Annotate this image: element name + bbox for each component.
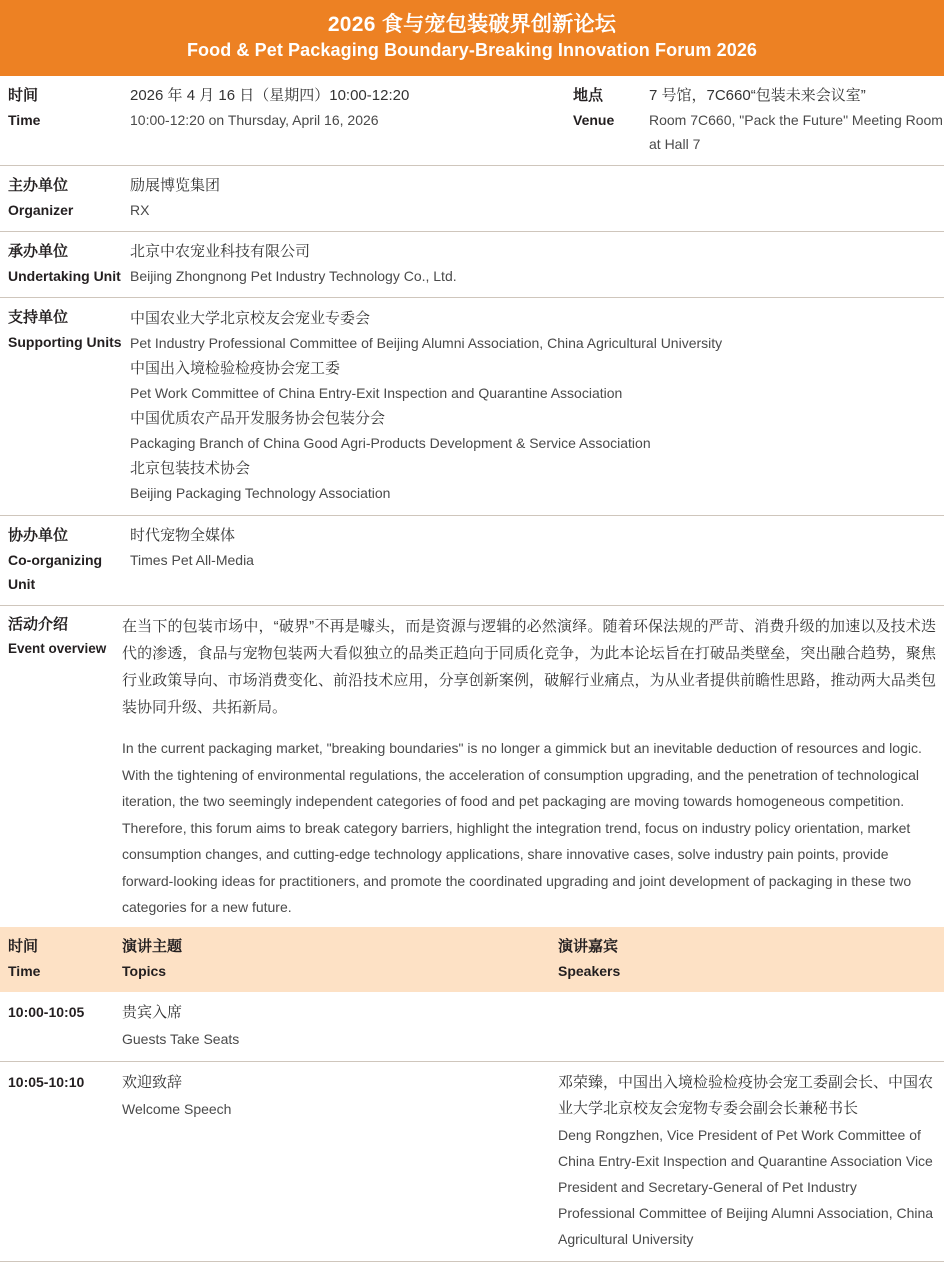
supporting-item-cn: 中国出入境检验检疫协会宠工委 (130, 360, 341, 377)
time-label-en: Time (8, 112, 41, 128)
undertaking-block (0, 240, 944, 288)
schedule-topic-en: Guests Take Seats (122, 1030, 240, 1047)
organizer-label-en: Organizer (8, 202, 74, 218)
coorganizing-block (0, 524, 944, 596)
schedule-topic-cn: 贵宾入席 (122, 1003, 183, 1021)
schedule-cell-speaker (558, 1070, 944, 1252)
time-label-cn: 时间 (8, 87, 39, 104)
time-value (130, 84, 565, 132)
table-row (0, 1062, 944, 1262)
venue-label (573, 84, 649, 132)
organizer-value-en: RX (130, 202, 150, 218)
info-row-coorganizing (0, 516, 944, 606)
schedule-header-topic-en: Topics (122, 962, 167, 979)
overview-text-en: In the current packaging market, "breaking boundaries" is no longer a gimmick but an inevitable deduction of resources and logic. With the tightening of environmental regulations, the acceleration of consumption upgrading, and the penetration of technological iteration, the two seemingly independent categories of food and pet packaging are moving towards homogeneous competition. Therefore, this forum aims to break category barriers, highlight the integration trend, focus on industry policy orientation, market consumption changes, and cutting-edge technology applications, share innovative cases, solve industry pain points, provide forward-looking ideas for practitioners, and promote the coordinated upgrading and joint development of packaging in these two categories for a new future. (122, 740, 922, 915)
schedule-topic-cn: 欢迎致辞 (122, 1073, 183, 1091)
schedule-speaker-en: Deng Rongzhen, Vice President of Pet Work Committee of China Entry-Exit Inspection and Quarantine Association Vice President and Secretary-General of Pet Industry Professional Committee of Beijing Alumni Association, China Agricultural University (558, 1126, 934, 1247)
overview-label (0, 613, 122, 921)
info-row-overview (0, 606, 944, 927)
venue-label-cn: 地点 (573, 87, 604, 104)
supporting-block (0, 306, 944, 506)
schedule-time-value: 10:05-10:10 (8, 1073, 85, 1090)
overview-label-en: Event overview (8, 641, 107, 656)
supporting-item-en: Beijing Packaging Technology Association (130, 485, 391, 501)
supporting-item-en: Pet Work Committee of China Entry-Exit Inspection and Quarantine Association (130, 385, 623, 401)
time-block (0, 84, 565, 132)
coorganizing-value-cn: 时代宠物全媒体 (130, 527, 236, 544)
overview-text-cn: 在当下的包装市场中，“破界”不再是噱头，而是资源与逻辑的必然演绎。随着环保法规的严苛、消费升级的加速以及技术迭代的渗透，食品与宠物包装两大看似独立的品类正趋向于同质化竞争，为此本论坛旨在打破品类壁垒，突出融合趋势，聚焦行业政策导向、市场消费变化、前沿技术应用，分享创新案例，破解行业痛点，为从业者提供前瞻性思路，推动两大品类包装协同升级、共拓新局。 (122, 618, 936, 716)
venue-value-en: Room 7C660, "Pack the Future" Meeting Room at Hall 7 (649, 112, 943, 152)
venue-label-en: Venue (573, 112, 615, 128)
table-row (0, 992, 944, 1062)
venue-block (565, 84, 944, 156)
info-row-time-venue (0, 76, 944, 166)
undertaking-label-en: Undertaking Unit (8, 268, 121, 284)
schedule-header-topic-cn: 演讲主题 (122, 937, 183, 955)
supporting-item-en: Packaging Branch of China Good Agri-Products Development & Service Association (130, 435, 651, 451)
supporting-item-cn: 北京包装技术协会 (130, 460, 251, 477)
schedule-header-speaker-cn: 演讲嘉宾 (558, 937, 619, 955)
overview-label-cn: 活动介绍 (8, 616, 69, 633)
schedule-header-speaker (558, 935, 944, 983)
supporting-label (8, 306, 130, 354)
coorganizing-value-en: Times Pet All-Media (130, 552, 254, 568)
schedule-table-header (0, 927, 944, 992)
organizer-block (0, 174, 944, 222)
organizer-value-cn: 励展博览集团 (130, 177, 221, 194)
banner-title-cn: 2026 食与宠包装破界创新论坛 (327, 13, 617, 36)
coorganizing-label-cn: 协办单位 (8, 527, 69, 544)
schedule-header-time (0, 935, 122, 983)
supporting-item-cn: 中国优质农产品开发服务协会包装分会 (130, 410, 386, 427)
coorganizing-value (130, 524, 944, 572)
info-row-organizer (0, 166, 944, 232)
undertaking-value (130, 240, 944, 288)
venue-value-cn: 7 号馆，7C660“包装未来会议室” (649, 87, 866, 104)
venue-value (649, 84, 944, 156)
supporting-value-list (130, 306, 944, 506)
supporting-item-cn: 中国农业大学北京校友会宠业专委会 (130, 310, 371, 327)
schedule-header-topic (122, 935, 558, 983)
organizer-label (8, 174, 130, 222)
organizer-label-cn: 主办单位 (8, 177, 69, 194)
schedule-topic-en: Welcome Speech (122, 1100, 232, 1117)
coorganizing-label-en: Co-organizing Unit (8, 552, 103, 592)
time-label (8, 84, 130, 132)
overview-body (122, 613, 944, 921)
banner-title-en: Food & Pet Packaging Boundary-Breaking Innovation Forum 2026 (186, 40, 758, 60)
info-row-supporting (0, 298, 944, 516)
schedule-cell-time (0, 1070, 122, 1094)
supporting-label-en: Supporting Units (8, 334, 122, 350)
undertaking-value-en: Beijing Zhongnong Pet Industry Technology Co., Ltd. (130, 268, 457, 284)
time-value-cn: 2026 年 4 月 16 日（星期四）10:00-12:20 (130, 87, 410, 104)
supporting-item-en: Pet Industry Professional Committee of Beijing Alumni Association, China Agricultural University (130, 335, 723, 351)
schedule-header-time-en: Time (8, 962, 41, 979)
page-banner (0, 0, 944, 76)
schedule-header-time-cn: 时间 (8, 937, 39, 955)
coorganizing-label (8, 524, 130, 596)
time-value-en: 10:00-12:20 on Thursday, April 16, 2026 (130, 112, 379, 128)
schedule-cell-topic (122, 1070, 558, 1122)
schedule-cell-topic (122, 1000, 558, 1052)
organizer-value (130, 174, 944, 222)
undertaking-value-cn: 北京中农宠业科技有限公司 (130, 243, 311, 260)
schedule-speaker-cn: 邓荣臻，中国出入境检验检疫协会宠工委副会长、中国农业大学北京校友会宠物专委会副会长兼秘书长 (558, 1073, 934, 1117)
schedule-time-value: 10:00-10:05 (8, 1003, 85, 1020)
schedule-cell-time (0, 1000, 122, 1024)
schedule-header-speaker-en: Speakers (558, 962, 621, 979)
supporting-label-cn: 支持单位 (8, 309, 69, 326)
undertaking-label-cn: 承办单位 (8, 243, 69, 260)
info-row-undertaking (0, 232, 944, 298)
undertaking-label (8, 240, 130, 288)
